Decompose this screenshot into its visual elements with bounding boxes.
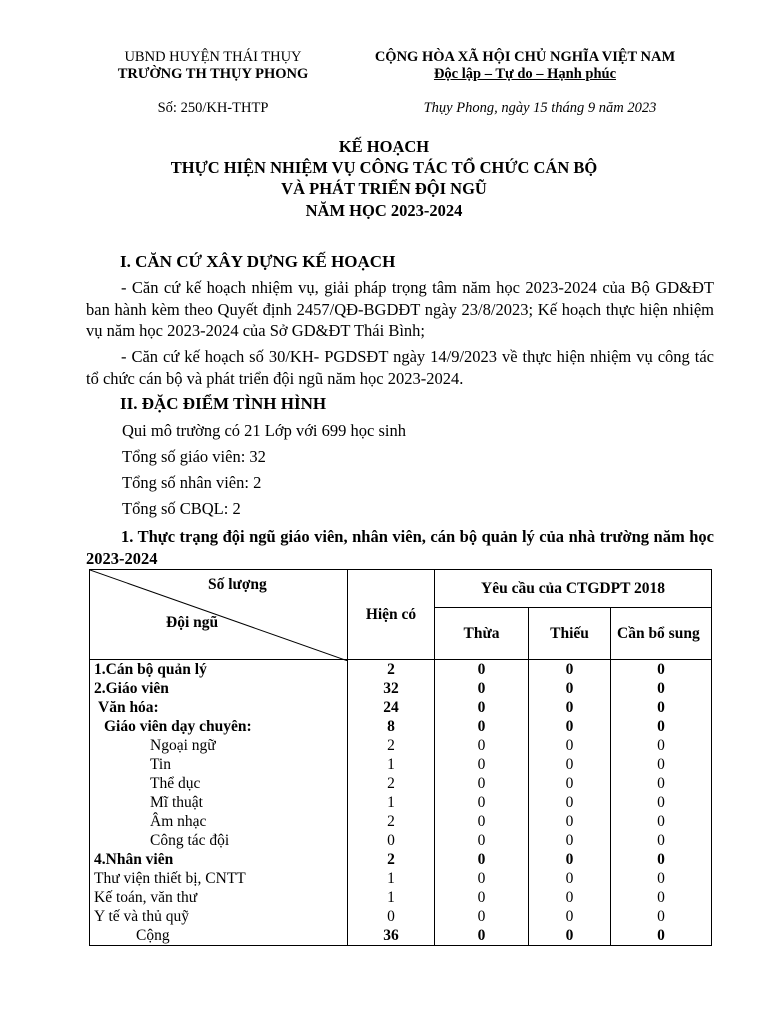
cell-hien-co: 1 bbox=[348, 888, 435, 907]
cell-thua: 0 bbox=[435, 926, 529, 946]
header-so-luong: Số lượng bbox=[208, 576, 267, 593]
row-label: 2.Giáo viên bbox=[90, 679, 348, 698]
cell-thua: 0 bbox=[435, 660, 529, 680]
table-row bbox=[90, 679, 712, 698]
table-row bbox=[90, 660, 712, 680]
cell-hien-co: 1 bbox=[348, 869, 435, 888]
place-date: Thụy Phong, ngày 15 tháng 9 năm 2023 bbox=[423, 100, 657, 116]
cell-can-bo-sung: 0 bbox=[611, 888, 712, 907]
cell-hien-co: 36 bbox=[348, 926, 435, 946]
cell-can-bo-sung: 0 bbox=[611, 793, 712, 812]
national-title: CỘNG HÒA XÃ HỘI CHỦ NGHĨA VIỆT NAM bbox=[374, 49, 676, 65]
cell-hien-co: 2 bbox=[348, 774, 435, 793]
cell-can-bo-sung: 0 bbox=[611, 698, 712, 717]
table-row bbox=[90, 774, 712, 793]
cell-thua: 0 bbox=[435, 736, 529, 755]
cell-hien-co: 0 bbox=[348, 831, 435, 850]
cell-thieu: 0 bbox=[529, 831, 611, 850]
cell-hien-co: 2 bbox=[348, 812, 435, 831]
table-row bbox=[90, 907, 712, 926]
school-scale: Qui mô trường có 21 Lớp với 699 học sinh bbox=[122, 421, 406, 440]
header-thua: Thừa bbox=[435, 608, 529, 660]
row-label: Cộng bbox=[90, 926, 348, 946]
cell-thieu: 0 bbox=[529, 926, 611, 946]
row-label: Y tế và thủ quỹ bbox=[90, 907, 348, 926]
national-motto: Độc lập – Tự do – Hạnh phúc bbox=[433, 66, 617, 82]
cell-thua: 0 bbox=[435, 717, 529, 736]
document-number: Số: 250/KH-THTP bbox=[157, 100, 269, 116]
staff-table-heading: 1. Thực trạng đội ngũ giáo viên, nhân viên, cán bộ quản lý của nhà trường năm học 2023-2024 bbox=[86, 527, 714, 568]
cell-thieu: 0 bbox=[529, 888, 611, 907]
cell-thua: 0 bbox=[435, 812, 529, 831]
cell-thieu: 0 bbox=[529, 850, 611, 869]
cell-can-bo-sung: 0 bbox=[611, 907, 712, 926]
header-can-bo-sung: Cần bổ sung bbox=[611, 608, 712, 660]
cell-hien-co: 0 bbox=[348, 907, 435, 926]
cell-thua: 0 bbox=[435, 869, 529, 888]
row-label: Công tác đội bbox=[90, 831, 348, 850]
section1-para2: - Căn cứ kế hoạch số 30/KH- PGDSĐT ngày 14/9/2023 về thực hiện nhiệm vụ công tác tổ chức cán bộ và phát triển đội ngũ năm học 2023-2024. bbox=[86, 347, 714, 388]
table-row bbox=[90, 793, 712, 812]
cell-can-bo-sung: 0 bbox=[611, 774, 712, 793]
cell-hien-co: 2 bbox=[348, 736, 435, 755]
table-row bbox=[90, 888, 712, 907]
cell-can-bo-sung: 0 bbox=[611, 660, 712, 680]
cell-thieu: 0 bbox=[529, 907, 611, 926]
cell-can-bo-sung: 0 bbox=[611, 850, 712, 869]
header-doi-ngu: Đội ngũ bbox=[166, 614, 219, 631]
cell-hien-co: 2 bbox=[348, 850, 435, 869]
cell-thieu: 0 bbox=[529, 774, 611, 793]
cell-thua: 0 bbox=[435, 793, 529, 812]
row-label: Văn hóa: bbox=[90, 698, 348, 717]
cell-thua: 0 bbox=[435, 755, 529, 774]
row-label: Ngoại ngữ bbox=[90, 736, 348, 755]
cell-thieu: 0 bbox=[529, 736, 611, 755]
cell-hien-co: 2 bbox=[348, 660, 435, 680]
teacher-total: Tổng số giáo viên: 32 bbox=[122, 447, 266, 466]
cell-thieu: 0 bbox=[529, 660, 611, 680]
header-yeu-cau: Yêu cầu của CTGDPT 2018 bbox=[435, 570, 712, 608]
cell-thieu: 0 bbox=[529, 698, 611, 717]
cell-hien-co: 24 bbox=[348, 698, 435, 717]
header-thieu: Thiếu bbox=[529, 608, 611, 660]
cell-can-bo-sung: 0 bbox=[611, 679, 712, 698]
table-row bbox=[90, 812, 712, 831]
row-label: Kế toán, văn thư bbox=[90, 888, 348, 907]
cell-can-bo-sung: 0 bbox=[611, 736, 712, 755]
table-row bbox=[90, 698, 712, 717]
cell-hien-co: 8 bbox=[348, 717, 435, 736]
header-hien-co: Hiện có bbox=[348, 570, 435, 660]
cell-thua: 0 bbox=[435, 679, 529, 698]
table-row bbox=[90, 831, 712, 850]
cell-can-bo-sung: 0 bbox=[611, 831, 712, 850]
cell-thua: 0 bbox=[435, 850, 529, 869]
table-row bbox=[90, 755, 712, 774]
staff-total: Tổng số nhân viên: 2 bbox=[122, 473, 262, 492]
cell-can-bo-sung: 0 bbox=[611, 755, 712, 774]
cell-thua: 0 bbox=[435, 907, 529, 926]
cell-can-bo-sung: 0 bbox=[611, 812, 712, 831]
table-corner-cell bbox=[90, 570, 348, 660]
cell-thieu: 0 bbox=[529, 869, 611, 888]
cell-thieu: 0 bbox=[529, 679, 611, 698]
issuer-authority: UBND HUYỆN THÁI THỤY bbox=[124, 49, 302, 65]
section1-heading: I. CĂN CỨ XÂY DỰNG KẾ HOẠCH bbox=[120, 252, 396, 271]
row-label: 4.Nhân viên bbox=[90, 850, 348, 869]
cell-thieu: 0 bbox=[529, 793, 611, 812]
row-label: Tin bbox=[90, 755, 348, 774]
doc-title-line1: KẾ HOẠCH bbox=[338, 137, 430, 156]
cell-thua: 0 bbox=[435, 831, 529, 850]
table-row bbox=[90, 869, 712, 888]
cell-can-bo-sung: 0 bbox=[611, 926, 712, 946]
cell-thieu: 0 bbox=[529, 812, 611, 831]
cell-thua: 0 bbox=[435, 774, 529, 793]
table-row bbox=[90, 736, 712, 755]
staff-table-body bbox=[90, 660, 712, 946]
row-label: Thể dục bbox=[90, 774, 348, 793]
cell-thieu: 0 bbox=[529, 755, 611, 774]
table-row bbox=[90, 850, 712, 869]
cell-thua: 0 bbox=[435, 698, 529, 717]
cell-hien-co: 32 bbox=[348, 679, 435, 698]
doc-title-line4: NĂM HỌC 2023-2024 bbox=[305, 201, 463, 220]
doc-title-line3: VÀ PHÁT TRIỂN ĐỘI NGŨ bbox=[281, 179, 487, 198]
issuer-school: TRƯỜNG TH THỤY PHONG bbox=[117, 66, 309, 82]
row-label: Âm nhạc bbox=[90, 812, 348, 831]
doc-title-line2: THỰC HIỆN NHIỆM VỤ CÔNG TÁC TỔ CHỨC CÁN BỘ bbox=[170, 158, 598, 177]
cell-can-bo-sung: 0 bbox=[611, 717, 712, 736]
management-total: Tổng số CBQL: 2 bbox=[122, 499, 241, 518]
cell-can-bo-sung: 0 bbox=[611, 869, 712, 888]
table-row bbox=[90, 926, 712, 946]
cell-hien-co: 1 bbox=[348, 793, 435, 812]
table-row bbox=[90, 717, 712, 736]
row-label: Thư viện thiết bị, CNTT bbox=[90, 869, 348, 888]
row-label: 1.Cán bộ quản lý bbox=[90, 660, 348, 680]
staff-table bbox=[89, 569, 712, 946]
row-label: Giáo viên dạy chuyên: bbox=[90, 717, 348, 736]
section2-heading: II. ĐẶC ĐIỂM TÌNH HÌNH bbox=[120, 394, 327, 413]
row-label: Mĩ thuật bbox=[90, 793, 348, 812]
section1-para1: - Căn cứ kế hoạch nhiệm vụ, giải pháp trọng tâm năm học 2023-2024 của Bộ GD&ĐT ban hành kèm theo Quyết định 2457/QĐ-BGDĐT ngày 23/8/2023; Kế hoạch thực hiện nhiệm vụ năm học 2023-2024 của Sở GD&ĐT Thái Bình; bbox=[86, 278, 714, 340]
cell-hien-co: 1 bbox=[348, 755, 435, 774]
cell-thieu: 0 bbox=[529, 717, 611, 736]
cell-thua: 0 bbox=[435, 888, 529, 907]
